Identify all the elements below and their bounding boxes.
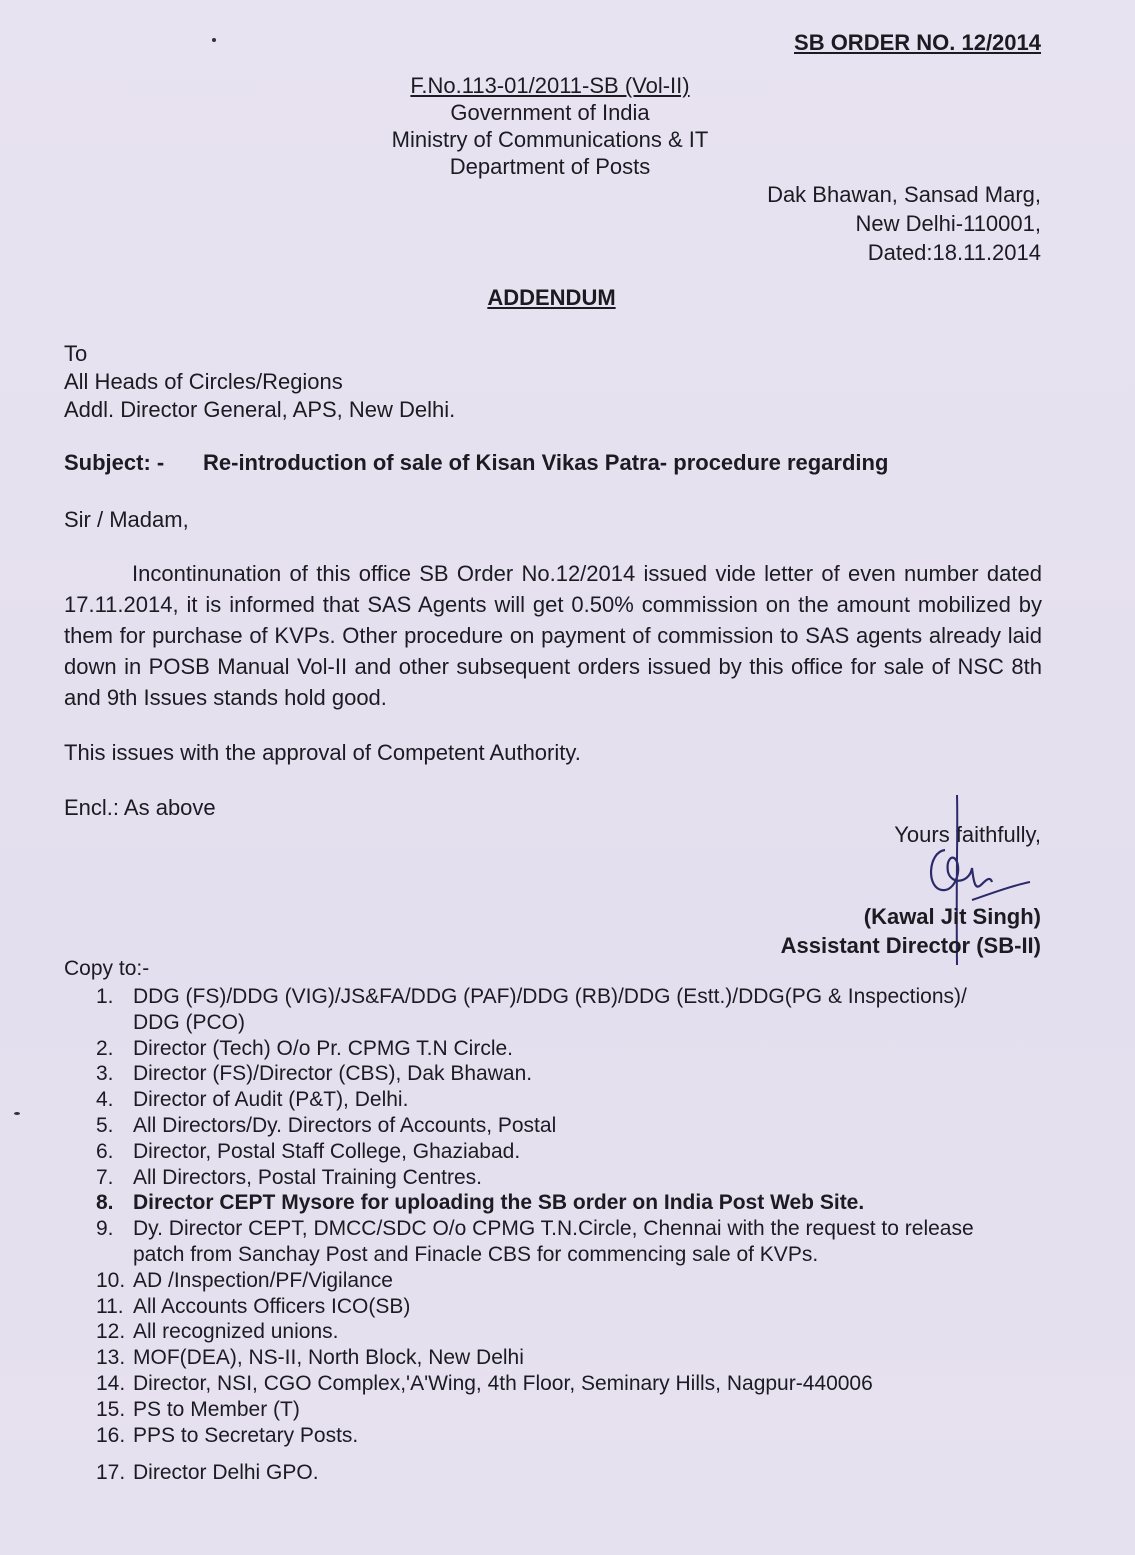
recipient-line: Addl. Director General, APS, New Delhi. — [64, 397, 456, 422]
letterhead — [330, 72, 770, 180]
list-item: 15. PS to Member (T) — [96, 1397, 300, 1421]
list-item: 16. PPS to Secretary Posts. — [96, 1423, 359, 1447]
signatory-block — [781, 902, 1041, 960]
ministry-name: Ministry of Communications & IT — [391, 127, 709, 152]
list-item: 1. DDG (FS)/DDG (VIG)/JS&FA/DDG (PAF)/DDG (RB)/DDG (Estt.)/DDG(PG & Inspections)/ DDG (PCO) — [96, 985, 967, 1034]
address-line: New Delhi-110001, — [855, 211, 1041, 236]
ink-speck — [14, 1112, 20, 1115]
address-line: Dak Bhawan, Sansad Marg, — [767, 182, 1041, 207]
list-item: 2. Director (Tech) O/o Pr. CPMG T.N Circle. — [96, 1036, 514, 1060]
recipient-block — [64, 340, 455, 424]
list-item: 10. AD /Inspection/PF/Vigilance — [96, 1268, 393, 1292]
addendum-heading: ADDENDUM — [487, 285, 616, 310]
body-paragraph: Incontinunation of this office SB Order No.12/2014 issued vide letter of even number dated 17.11.2014, it is informed that SAS Agents will get 0.50% commission on the amount mobilized by them for purchase of KVPs. Other procedure on payment of commission to SAS agents already laid down in POSB Manual Vol-II and other subsequent orders issued by this office for sale of NSC 8th and 9th Issues stands hold good. — [64, 561, 1042, 710]
salutation: Sir / Madam, — [64, 507, 189, 532]
list-item: 9. Dy. Director CEPT, DMCC/SDC O/o CPMG T.N.Circle, Chennai with the request to release patch from Sanchay Post and Finacle CBS for commencing sale of KVPs. — [96, 1217, 974, 1266]
signatory-name: (Kawal Jit Singh) — [863, 904, 1041, 929]
to-label: To — [64, 341, 88, 366]
copy-to-label: Copy to:- — [64, 957, 150, 980]
date-line: Dated:18.11.2014 — [867, 240, 1041, 265]
department-name: Department of Posts — [449, 154, 651, 179]
list-item: 7. All Directors, Postal Training Centres. — [96, 1165, 482, 1189]
list-item: 4. Director of Audit (P&T), Delhi. — [96, 1088, 409, 1112]
subject-line — [64, 450, 889, 476]
government-name: Government of India — [450, 100, 650, 125]
list-item: 3. Director (FS)/Director (CBS), Dak Bhawan. — [96, 1062, 533, 1086]
order-number: SB ORDER NO. 12/2014 — [794, 30, 1041, 55]
enclosure-line: Encl.: As above — [64, 795, 216, 820]
copy-to-list — [96, 984, 1046, 1486]
subject-label: Subject: - — [64, 450, 165, 475]
list-item: 11. All Accounts Officers ICO(SB) — [96, 1294, 411, 1318]
approval-line: This issues with the approval of Competent Authority. — [64, 740, 581, 765]
subject-text: Re-introduction of sale of Kisan Vikas Patra- procedure regarding — [203, 450, 889, 475]
list-item: 13. MOF(DEA), NS-II, North Block, New Delhi — [96, 1346, 524, 1370]
list-item: 8. Director CEPT Mysore for uploading the SB order on India Post Web Site. — [96, 1191, 865, 1215]
list-item: 12. All recognized unions. — [96, 1320, 339, 1344]
address-block — [767, 180, 1041, 267]
file-number: F.No.113-01/2011-SB (Vol-II) — [410, 73, 690, 98]
list-item: 14. Director, NSI, CGO Complex,'A'Wing, 4th Floor, Seminary Hills, Nagpur-440006 — [96, 1371, 873, 1395]
ink-speck — [212, 38, 216, 42]
recipient-line: All Heads of Circles/Regions — [64, 369, 343, 394]
list-item: 5. All Directors/Dy. Directors of Accounts, Postal — [96, 1113, 557, 1137]
closing-line: Yours faithfully, — [894, 822, 1041, 847]
list-item: 17. Director Delhi GPO. — [96, 1461, 319, 1485]
list-item: 6. Director, Postal Staff College, Ghaziabad. — [96, 1139, 521, 1163]
signatory-designation: Assistant Director (SB-II) — [780, 933, 1041, 958]
